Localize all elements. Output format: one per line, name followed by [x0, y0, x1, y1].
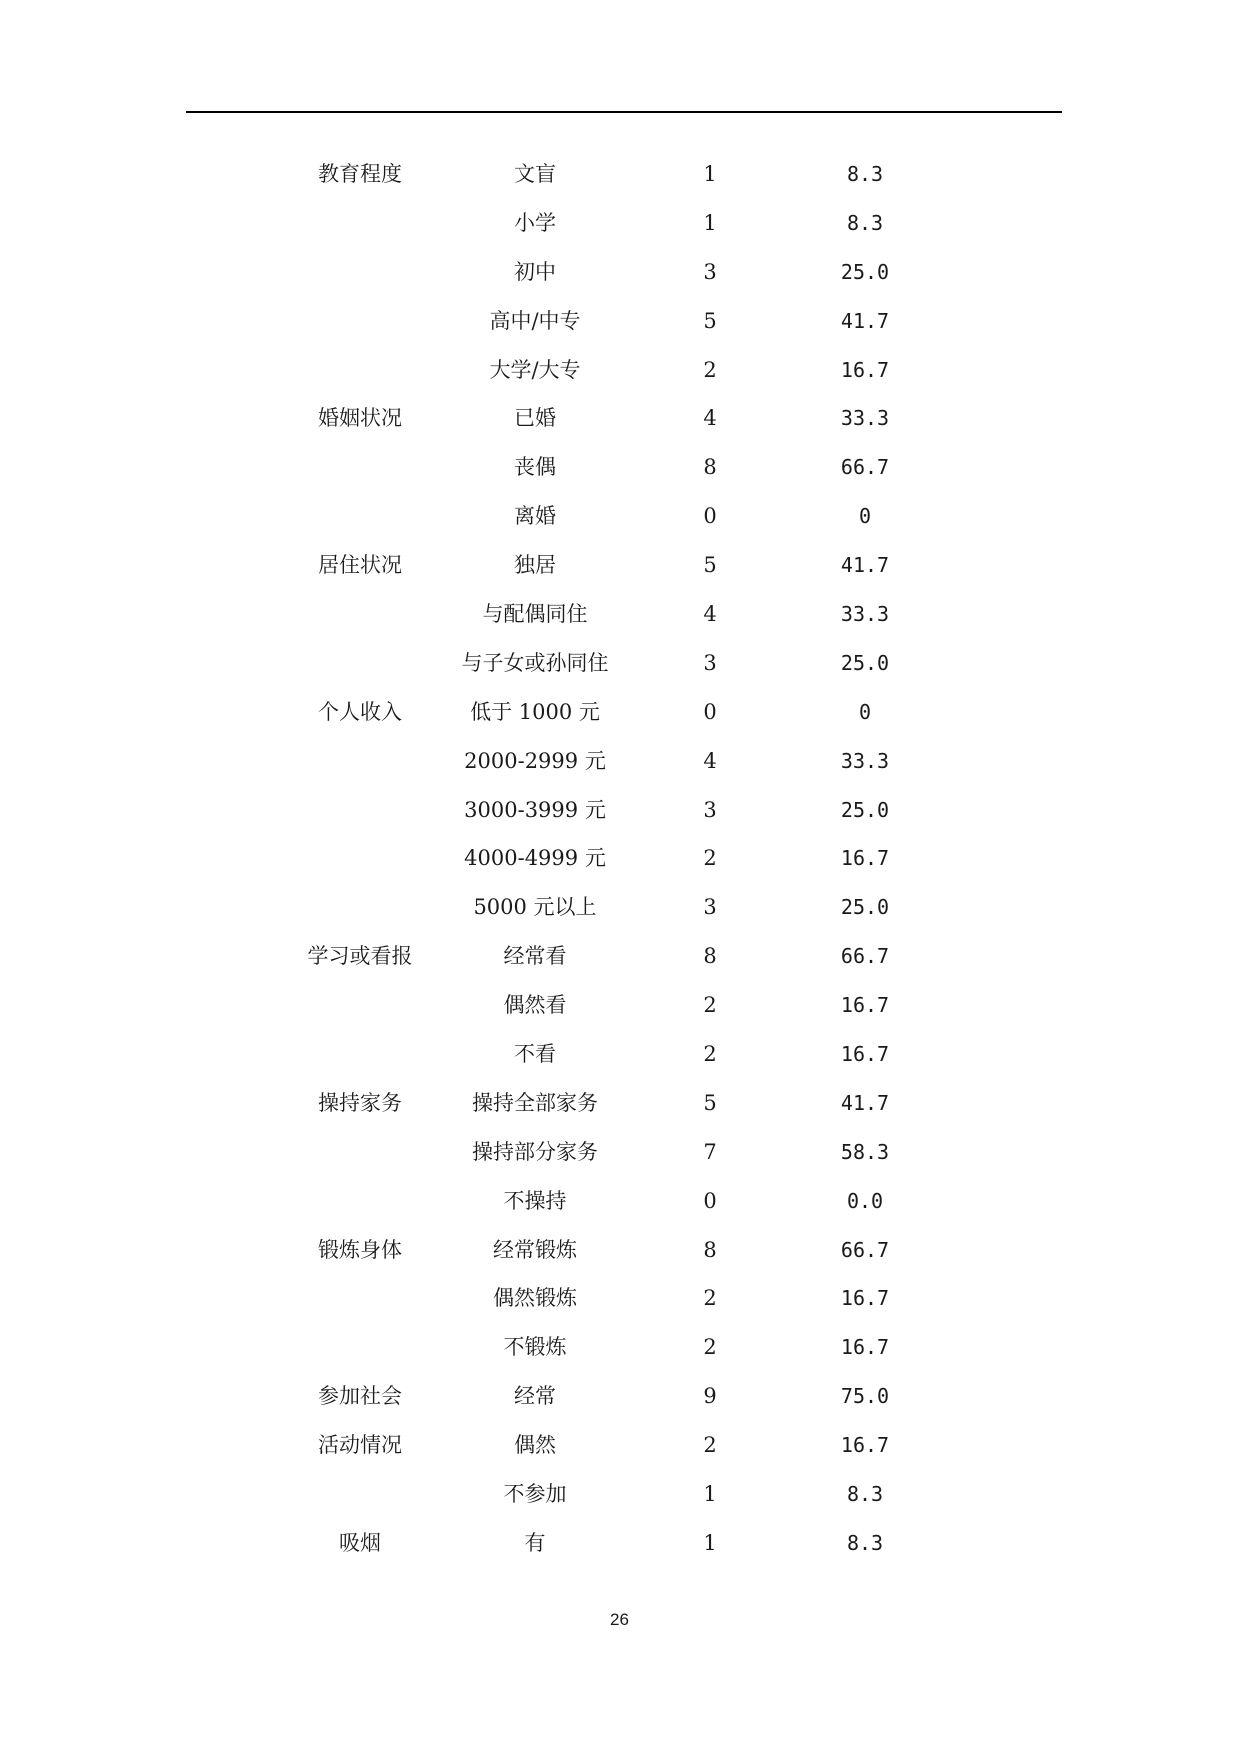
- category-cell: [290, 199, 430, 248]
- percent-cell: 8.3: [846, 1482, 884, 1507]
- option-cell: 5000 元以上: [473, 895, 597, 920]
- table-row: [0, 1421, 1239, 1470]
- option-cell: 偶然锻炼: [493, 1286, 577, 1311]
- option-cell: 偶然看: [503, 993, 567, 1018]
- table-row: [0, 737, 1239, 786]
- count-cell: 2: [703, 993, 717, 1018]
- category-cell: [290, 346, 430, 395]
- percent-cell: 16.7: [840, 357, 890, 382]
- table-row: [0, 1274, 1239, 1323]
- count-cell: 5: [703, 553, 717, 578]
- table-row: [0, 1519, 1239, 1568]
- percent-cell: 25.0: [840, 797, 890, 822]
- table-row: [0, 1470, 1239, 1519]
- option-cell: 不操持: [503, 1188, 567, 1213]
- table-row: [0, 1177, 1239, 1226]
- category-cell: [290, 297, 430, 346]
- percent-cell: 33.3: [840, 406, 890, 431]
- category-cell: [290, 1323, 430, 1372]
- table-row: [0, 1226, 1239, 1275]
- percent-cell: 8.3: [846, 210, 884, 235]
- category-cell: [290, 590, 430, 639]
- count-cell: 3: [703, 797, 717, 822]
- category-cell: [290, 786, 430, 835]
- category-cell: [290, 737, 430, 786]
- category-cell: [290, 834, 430, 883]
- table-row: [0, 639, 1239, 688]
- option-cell: 与配偶同住: [482, 602, 588, 627]
- option-cell: 不看: [514, 1042, 556, 1067]
- table-row: [0, 981, 1239, 1030]
- percent-cell: 33.3: [840, 602, 890, 627]
- count-cell: 4: [703, 602, 717, 627]
- category-cell: [290, 248, 430, 297]
- count-cell: 1: [703, 210, 717, 235]
- count-cell: 2: [703, 846, 717, 871]
- category-cell: 学习或看报: [307, 944, 413, 969]
- option-cell: 独居: [514, 553, 556, 578]
- percent-cell: 66.7: [840, 1237, 890, 1262]
- count-cell: 2: [703, 1286, 717, 1311]
- category-cell: [290, 492, 430, 541]
- count-cell: 4: [703, 748, 717, 773]
- count-cell: 9: [703, 1384, 717, 1409]
- table-row: [0, 688, 1239, 737]
- category-cell: [290, 1128, 430, 1177]
- count-cell: 8: [703, 1237, 717, 1262]
- percent-cell: 0: [858, 699, 872, 724]
- category-cell: [290, 1177, 430, 1226]
- percent-cell: 41.7: [840, 308, 890, 333]
- percent-cell: 66.7: [840, 455, 890, 480]
- category-cell: [290, 639, 430, 688]
- count-cell: 1: [703, 1530, 717, 1555]
- percent-cell: 16.7: [840, 993, 890, 1018]
- category-cell: 操持家务: [318, 1090, 402, 1115]
- percent-cell: 0.0: [846, 1188, 884, 1213]
- option-cell: 操持部分家务: [472, 1139, 598, 1164]
- category-cell: [290, 1470, 430, 1519]
- category-cell: 锻炼身体: [318, 1237, 402, 1262]
- percent-cell: 25.0: [840, 650, 890, 675]
- category-cell: 居住状况: [318, 553, 402, 578]
- percent-cell: 25.0: [840, 895, 890, 920]
- category-cell: 活动情况: [318, 1433, 402, 1458]
- option-cell: 低于 1000 元: [470, 699, 600, 724]
- table-row: [0, 1372, 1239, 1421]
- count-cell: 5: [703, 308, 717, 333]
- count-cell: 7: [703, 1139, 717, 1164]
- count-cell: 3: [703, 650, 717, 675]
- option-cell: 3000-3999 元: [464, 797, 606, 822]
- option-cell: 文盲: [514, 162, 556, 186]
- option-cell: 经常锻炼: [493, 1237, 577, 1262]
- count-cell: 8: [703, 455, 717, 480]
- table-row: [0, 1128, 1239, 1177]
- header-rule: [186, 111, 1062, 113]
- percent-cell: 16.7: [840, 846, 890, 871]
- count-cell: 0: [703, 504, 717, 529]
- percent-cell: 16.7: [840, 1433, 890, 1458]
- category-cell: [290, 1030, 430, 1079]
- count-cell: 5: [703, 1090, 717, 1115]
- percent-cell: 33.3: [840, 748, 890, 773]
- option-cell: 有: [524, 1530, 546, 1555]
- percent-cell: 16.7: [840, 1286, 890, 1311]
- table-row: [0, 590, 1239, 639]
- category-cell: [290, 443, 430, 492]
- option-cell: 与子女或孙同住: [461, 650, 609, 675]
- table-row: [0, 150, 1239, 199]
- option-cell: 离婚: [514, 504, 556, 529]
- percent-cell: 0: [858, 504, 872, 529]
- option-cell: 经常: [514, 1384, 556, 1409]
- category-cell: [290, 981, 430, 1030]
- table-row: [0, 248, 1239, 297]
- count-cell: 2: [703, 1433, 717, 1458]
- table-row: [0, 932, 1239, 981]
- count-cell: 3: [703, 259, 717, 284]
- count-cell: 2: [703, 1335, 717, 1360]
- option-cell: 初中: [514, 259, 556, 284]
- percent-cell: 75.0: [840, 1384, 890, 1409]
- percent-cell: 8.3: [846, 1530, 884, 1555]
- count-cell: 0: [703, 699, 717, 724]
- option-cell: 高中/中专: [489, 308, 581, 333]
- option-cell: 丧偶: [514, 455, 556, 480]
- count-cell: 0: [703, 1188, 717, 1213]
- data-table: [0, 150, 1239, 1568]
- category-cell: 参加社会: [318, 1384, 402, 1409]
- category-cell: 个人收入: [318, 699, 402, 724]
- table-row: [0, 1323, 1239, 1372]
- percent-cell: 66.7: [840, 944, 890, 969]
- table-row: [0, 443, 1239, 492]
- option-cell: 4000-4999 元: [464, 846, 606, 871]
- option-cell: 操持全部家务: [472, 1090, 598, 1115]
- category-cell: [290, 1274, 430, 1323]
- count-cell: 3: [703, 895, 717, 920]
- count-cell: 1: [703, 162, 717, 186]
- category-cell: 吸烟: [339, 1530, 381, 1555]
- category-cell: [290, 883, 430, 932]
- table-row: [0, 346, 1239, 395]
- table-row: [0, 1030, 1239, 1079]
- percent-cell: 16.7: [840, 1335, 890, 1360]
- table-row: [0, 1079, 1239, 1128]
- count-cell: 4: [703, 406, 717, 431]
- percent-cell: 41.7: [840, 553, 890, 578]
- percent-cell: 58.3: [840, 1139, 890, 1164]
- option-cell: 不锻炼: [503, 1335, 567, 1360]
- percent-cell: 41.7: [840, 1090, 890, 1115]
- option-cell: 经常看: [503, 944, 567, 969]
- table-row: [0, 199, 1239, 248]
- category-cell: 婚姻状况: [318, 406, 402, 431]
- table-row: [0, 297, 1239, 346]
- option-cell: 小学: [514, 210, 556, 235]
- option-cell: 已婚: [514, 406, 556, 431]
- page-number: 26: [610, 1610, 629, 1629]
- option-cell: 2000-2999 元: [464, 748, 606, 773]
- count-cell: 8: [703, 944, 717, 969]
- table-row: [0, 786, 1239, 835]
- category-cell: 教育程度: [318, 162, 402, 186]
- option-cell: 大学/大专: [489, 357, 581, 382]
- table-row: [0, 394, 1239, 443]
- option-cell: 偶然: [514, 1433, 556, 1458]
- option-cell: 不参加: [503, 1482, 567, 1507]
- count-cell: 1: [703, 1482, 717, 1507]
- table-row: [0, 541, 1239, 590]
- percent-cell: 25.0: [840, 259, 890, 284]
- table-row: [0, 834, 1239, 883]
- count-cell: 2: [703, 357, 717, 382]
- table-row: [0, 883, 1239, 932]
- table-row: [0, 492, 1239, 541]
- percent-cell: 8.3: [846, 162, 884, 186]
- count-cell: 2: [703, 1042, 717, 1067]
- percent-cell: 16.7: [840, 1042, 890, 1067]
